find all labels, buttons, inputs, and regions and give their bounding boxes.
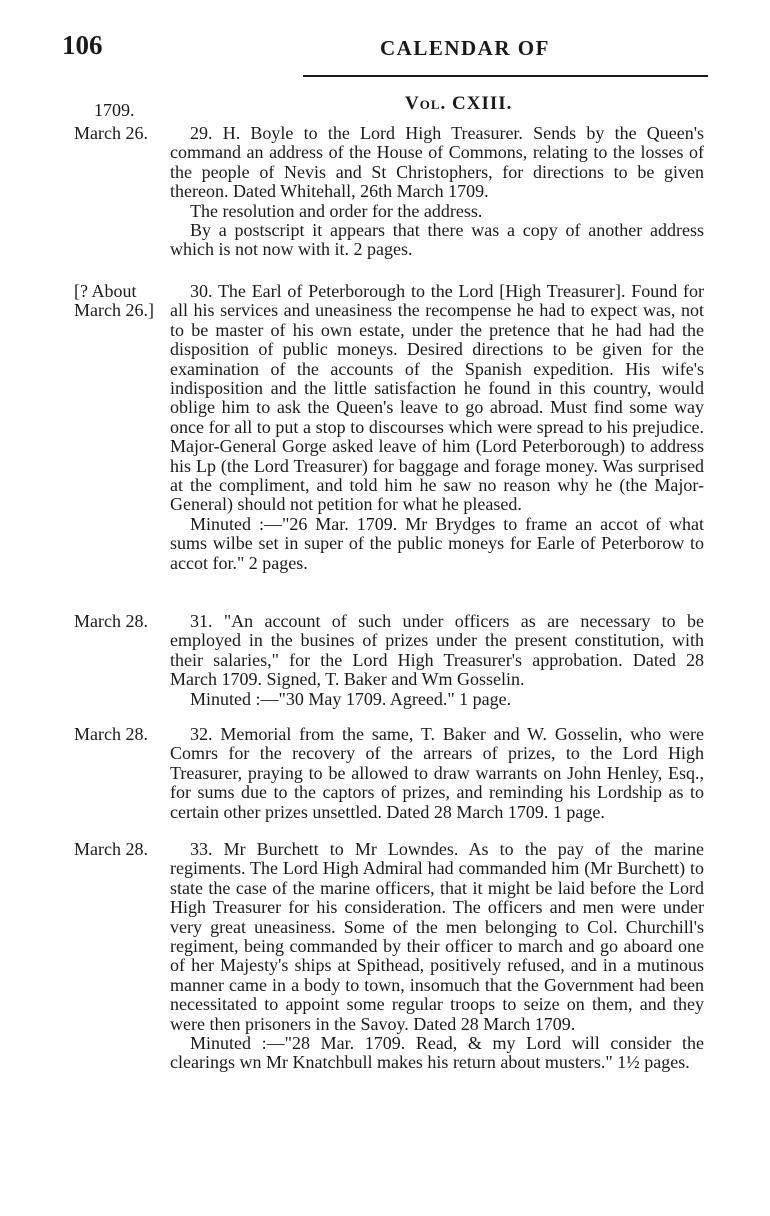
volume-heading: Vol. CXIII. (405, 93, 513, 114)
entry-paragraph: 30. The Earl of Peterborough to the Lord [High Treasurer]. Found for all his services and uneasiness the recompense he had to expect was, not to be master of his own estate, under the pretence that he had had the disposition of public moneys. Desired directions to be given for the examination of the accounts of the Spanish expedition. His wife's indisposition and the little satisfaction he found in this country, would oblige him to ask the Queen's leave to go abroad. Must find some way once for all to put a stop to discourses which were spread to his prejudice. Major-General Gorge asked leave of him (Lord Peterborough) to address his Lp (the Lord Treasurer) for baggage and forage money. Was surprised at the compliment, and told him he saw no reason why he (the Major-General) should not petition for what he pleased. (170, 281, 704, 515)
entry-body (170, 725, 704, 822)
header-rule (303, 75, 708, 77)
entry-date: March 28. (74, 839, 148, 859)
entry-paragraph: Minuted :—"30 May 1709. Agreed." 1 page. (190, 688, 512, 709)
year-label: 1709. (94, 100, 135, 120)
entry-body (170, 282, 704, 573)
entry-paragraph: The resolution and order for the address. (190, 200, 483, 221)
entry-paragraph: 32. Memorial from the same, T. Baker and W. Gosselin, who were Comrs for the recovery of the arrears of prizes, to the Lord High Treasurer, praying to be allowed to draw warrants on John Henley, Esq., for sums due to the captors of prizes, and reminding his Lordship as to certain other prizes unsettled. Dated 28 March 1709. 1 page. (170, 724, 704, 822)
entry-paragraph: 31. "An account of such under officers as are necessary to be employed in the busines of prizes under the present constitution, with their salaries," for the Lord High Treasurer's approbation. Dated 28 March 1709. Signed, T. Baker and Wm Gosselin. (170, 611, 704, 690)
entry-date: [? About March 26.] (74, 281, 154, 321)
entry-body (170, 124, 704, 260)
entry-paragraph: Minuted :—"26 Mar. 1709. Mr Brydges to frame an accot of what sums wilbe set in super of the public moneys for Earle of Peterborow to accot for." 2 pages. (170, 513, 704, 573)
entry-date: March 26. (74, 123, 148, 143)
entry-paragraph: 29. H. Boyle to the Lord High Treasurer. Sends by the Queen's command an address of the House of Commons, relating to the losses of the people of Nevis and St Christophers, for directions to be given thereon. Dated Whitehall, 26th March 1709. (170, 123, 704, 202)
entry-body (170, 840, 704, 1073)
entry-paragraph: Minuted :—"28 Mar. 1709. Read, & my Lord will consider the clearings wn Mr Knatchbull makes his return about musters." 1½ pages. (170, 1033, 704, 1073)
entry-date: March 28. (74, 611, 148, 631)
running-head: CALENDAR OF (380, 36, 550, 60)
entry-paragraph: By a postscript it appears that there was a copy of another address which is not now with it. 2 pages. (170, 220, 704, 260)
entry-body (170, 612, 704, 709)
entry-paragraph: 33. Mr Burchett to Mr Lowndes. As to the pay of the marine regiments. The Lord High Admiral had commanded him (Mr Burchett) to state the case of the marine officers, that it might be laid before the Lord High Treasurer for his consideration. The officers and men were under very great uneasiness. Some of the men belonging to Col. Churchill's regiment, being commanded by their officer to march and go aboard one of her Majesty's ships at Spithead, positively refused, and in a mutinous manner came in a body to town, insomuch that the Government had been necessitated to appoint some regular troops to seize on them, and they were then prisoners in the Savoy. Dated 28 March 1709. (170, 839, 704, 1034)
page-number: 106 (62, 30, 103, 60)
entry-date: March 28. (74, 724, 148, 744)
